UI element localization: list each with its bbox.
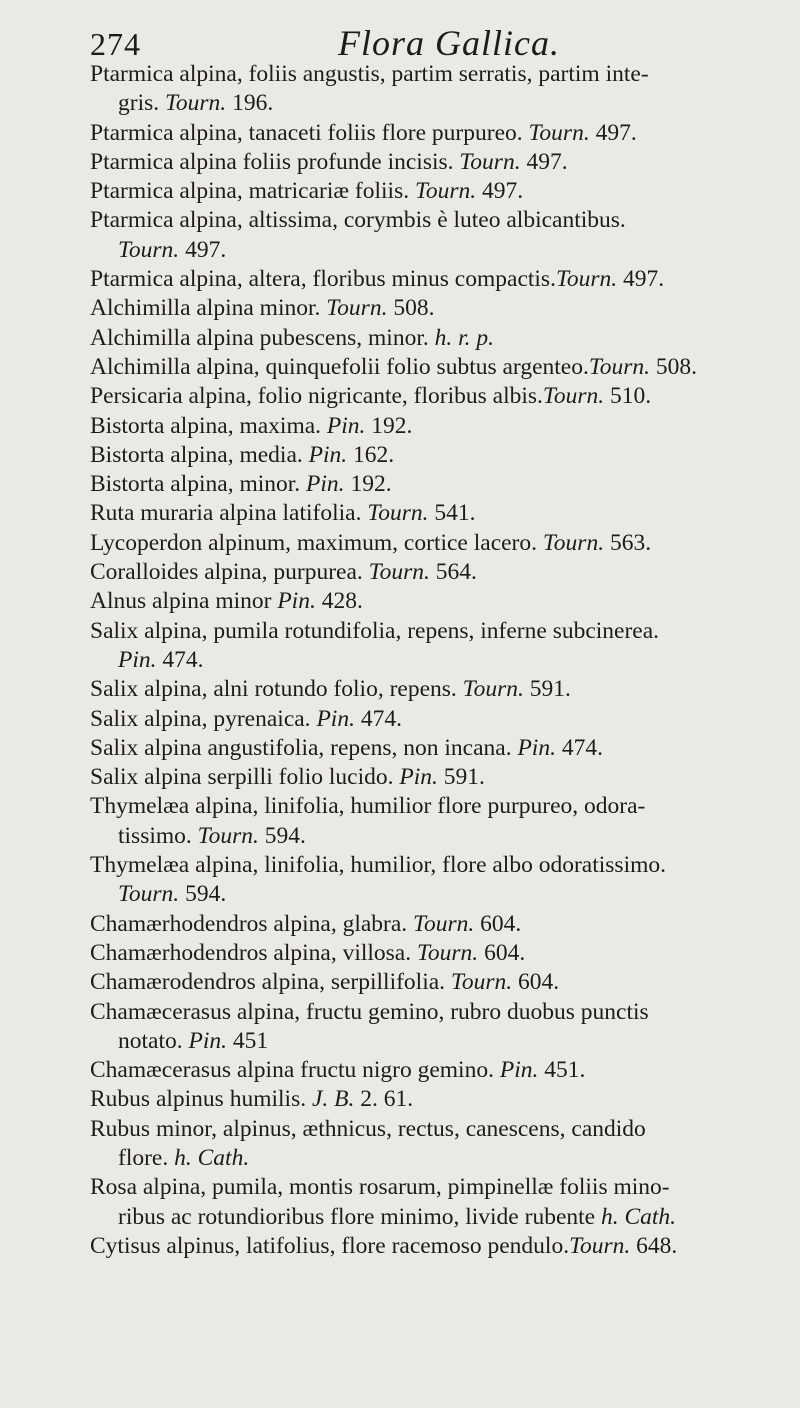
entry [90, 119, 770, 148]
citation-page: 474. [561, 734, 603, 761]
citation-source: Tourn. [326, 295, 388, 322]
entry [90, 1085, 770, 1114]
citation-source: Tourn. [462, 676, 524, 703]
entry-text: Ptarmica alpina, matricariæ foliis. [90, 178, 410, 205]
entry [90, 177, 770, 206]
entry [90, 529, 770, 558]
citation-source: Tourn. [459, 148, 521, 175]
citation-page: 497. [482, 178, 524, 205]
entry-text: notato. [118, 1027, 183, 1054]
entry-text: Salix alpina serpilli folio lucido. [90, 764, 394, 791]
citation-source: Pin. [308, 441, 348, 468]
entry-text: Cytisus alpinus, latifolius, flore racemoso pendulo. [90, 1232, 570, 1259]
citation-page: 648. [636, 1232, 678, 1259]
citation-page: 497. [526, 148, 568, 175]
citation-source: Tourn. [542, 383, 605, 410]
entry-text: ribus ac rotundioribus flore minimo, livide rubente [118, 1203, 596, 1230]
citation-page: 564. [435, 559, 477, 586]
entry [90, 851, 770, 910]
citation-page: 563. [609, 529, 652, 556]
page-number: 274 [90, 26, 141, 62]
citation-source: Tourn. [528, 119, 590, 146]
entry-text: Ptarmica alpina, altissima, corymbis è luteo albicantibus. [90, 207, 626, 234]
entry-list [90, 60, 770, 1261]
entry [90, 705, 770, 734]
entry [90, 470, 770, 499]
citation-page: 508. [393, 295, 435, 322]
entry-text: Thymelæa alpina, linifolia, humilior, flore albo odoratissimo. [90, 852, 667, 879]
citation-page: 196. [232, 90, 274, 117]
citation-source: Pin. [499, 1057, 539, 1084]
citation-page: 162. [353, 441, 395, 468]
citation-page: 604. [484, 939, 526, 966]
entry [90, 792, 770, 851]
entry-text: Chamærhodendros alpina, villosa. [90, 939, 412, 966]
citation-page: 192. [350, 471, 392, 498]
entry [90, 675, 770, 704]
citation-source: J. B. [311, 1086, 355, 1113]
entry [90, 1115, 770, 1174]
entry-text: Ptarmica alpina, foliis angustis, partim serratis, partim inte- [90, 61, 649, 87]
entry [90, 587, 770, 616]
entry [90, 763, 770, 792]
citation-source: Pin. [118, 646, 157, 673]
entry-text: Bistorta alpina, media. [90, 441, 303, 468]
entry-text: Ptarmica alpina, altera, floribus minus compactis. [90, 266, 556, 293]
citation-source: Pin. [517, 734, 556, 761]
entry [90, 499, 770, 528]
citation-page: 591. [443, 764, 485, 791]
citation-source: Tourn. [417, 939, 479, 966]
entry-text: Rubus minor, alpinus, æthnicus, rectus, canescens, candido [90, 1115, 646, 1142]
entry [90, 734, 770, 763]
entry-text: Chamærhodendros alpina, glabra. [90, 910, 408, 937]
entry [90, 206, 770, 265]
entry-text: Chamæcerasus alpina fructu nigro gemino. [90, 1057, 494, 1084]
entry [90, 382, 770, 411]
citation-page: 192. [371, 412, 413, 439]
citation-source: h. Cath. [174, 1144, 250, 1171]
running-title: Flora Gallica. [338, 23, 560, 63]
entry-text: Bistorta alpina, minor. [90, 471, 301, 498]
entry [90, 60, 770, 119]
entry-text: Chamærodendros alpina, serpillifolia. [90, 969, 446, 996]
citation-source: h. r. p. [434, 324, 495, 351]
citation-page: 594. [185, 881, 227, 908]
citation-source: Tourn. [588, 353, 651, 380]
entry-text: Alchimilla alpina minor. [90, 295, 321, 322]
citation-source: Tourn. [165, 90, 227, 117]
entry [90, 353, 770, 382]
entry-text: Alchimilla alpina pubescens, minor. [90, 324, 429, 351]
entry-text: Salix alpina, pumila rotundifolia, repens, inferne subcinerea. [90, 617, 660, 644]
citation-page: 2. 61. [360, 1086, 414, 1113]
citation-source: Tourn. [413, 910, 475, 937]
entry-text: Persicaria alpina, folio nigricante, floribus albis. [90, 383, 543, 410]
entry [90, 294, 770, 323]
entry-text: Rubus alpinus humilis. [90, 1086, 307, 1113]
citation-source: Pin. [316, 705, 355, 732]
entry-text: flore. [118, 1144, 169, 1171]
entry-text: Salix alpina angustifolia, repens, non incana. [90, 734, 512, 761]
entry [90, 441, 770, 470]
citation-source: Tourn. [118, 881, 180, 908]
entry-text: Salix alpina, pyrenaica. [90, 705, 311, 732]
entry [90, 1056, 770, 1085]
citation-source: Pin. [399, 764, 438, 791]
citation-page: 604. [480, 910, 522, 937]
citation-source: Pin. [188, 1027, 228, 1054]
entry-text: Ruta muraria alpina latifolia. [90, 500, 362, 527]
citation-source: Tourn. [368, 559, 430, 586]
entry [90, 968, 770, 997]
citation-source: Pin. [326, 412, 366, 439]
citation-source: Tourn. [555, 266, 618, 293]
entry-text: Alnus alpina minor [90, 588, 272, 615]
entry-text: Thymelæa alpina, linifolia, humilior flore purpureo, odora- [90, 793, 646, 820]
citation-page: 604. [517, 969, 560, 996]
entry [90, 265, 770, 294]
citation-source: h. Cath. [600, 1203, 677, 1230]
entry-text: Ptarmica alpina, tanaceti foliis flore purpureo. [90, 119, 523, 146]
entry [90, 324, 770, 353]
citation-page: 451 [232, 1027, 269, 1054]
citation-page: 541. [434, 500, 476, 527]
entry [90, 617, 770, 676]
entry-text: Chamæcerasus alpina, fructu gemino, rubro duobus punctis [90, 998, 649, 1025]
citation-source: Tourn. [569, 1232, 631, 1259]
citation-page: 497. [623, 266, 665, 293]
citation-source: Tourn. [367, 500, 429, 527]
entry-text: Alchimilla alpina, quinquefolii folio subtus argenteo. [90, 353, 589, 380]
entry [90, 148, 770, 177]
citation-page: 508. [655, 353, 698, 380]
entry [90, 939, 770, 968]
entry-text: Coralloides alpina, purpurea. [90, 559, 363, 586]
citation-page: 497. [595, 119, 637, 146]
entry-text: Salix alpina, alni rotundo folio, repens. [90, 676, 457, 703]
citation-source: Tourn. [197, 822, 259, 849]
citation-source: Tourn. [450, 969, 513, 996]
entry-text: Lycoperdon alpinum, maximum, cortice lacero. [90, 529, 538, 556]
entry [90, 1232, 770, 1261]
citation-page: 594. [264, 822, 306, 849]
citation-page: 474. [162, 646, 204, 673]
entry [90, 910, 770, 939]
entry [90, 998, 770, 1057]
citation-page: 474. [360, 705, 402, 732]
entry-text: gris. [118, 90, 160, 117]
citation-page: 428. [321, 588, 363, 615]
citation-page: 451. [544, 1057, 586, 1084]
entry [90, 1173, 770, 1232]
citation-page: 591. [529, 676, 571, 703]
citation-source: Tourn. [414, 178, 477, 205]
entry [90, 412, 770, 441]
citation-page: 510. [609, 383, 652, 410]
citation-source: Pin. [277, 588, 316, 615]
entry-text: tissimo. [118, 822, 192, 849]
entry-text: Rosa alpina, pumila, montis rosarum, pimpinellæ foliis mino- [90, 1174, 670, 1201]
entry-text: Ptarmica alpina foliis profunde incisis. [90, 148, 454, 175]
citation-source: Pin. [306, 471, 345, 498]
citation-source: Tourn. [542, 529, 605, 556]
entry [90, 558, 770, 587]
citation-source: Tourn. [118, 236, 180, 263]
entry-text: Bistorta alpina, maxima. [90, 412, 322, 439]
citation-page: 497. [185, 236, 227, 263]
